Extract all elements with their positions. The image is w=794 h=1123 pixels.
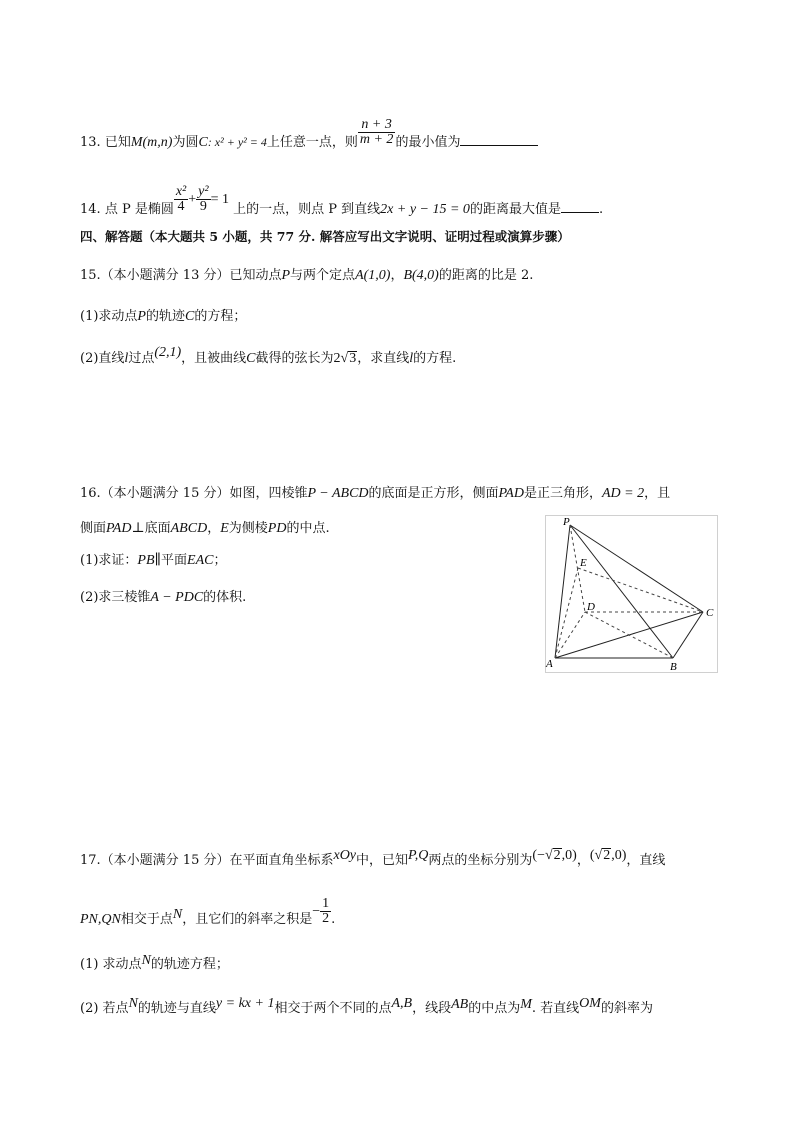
q14-fraction-x: $\frac{\text{x²}}{4}$ — [175, 184, 187, 214]
label-B: B — [670, 661, 677, 673]
question-16-line-2: 侧面PAD⊥底面ABCD，E为侧棱PD的中点. — [80, 521, 330, 536]
q17-fraction: $\frac{1}{2}$ — [322, 896, 330, 926]
q14-answer-blank — [561, 200, 599, 213]
label-P: P — [563, 516, 570, 528]
label-C: C — [706, 607, 714, 619]
question-15-part-1: (1)求动点P的轨迹C的方程； — [80, 309, 247, 324]
question-16: 16.（本小题满分 15 分）如图，四棱锥P − ABCD的底面是正方形，侧面PAD是正三角形，AD = 2，且 — [80, 486, 671, 501]
question-13: 13. 已知M(m,n)为圆C: x² + y² = 4上任意一点，则 $\frac{n + 3}{m + 2}$ 的最小值为 — [80, 128, 538, 157]
question-14: 14. 点 P 是椭圆 $\frac{\text{x²}}{4}$ + $\frac{\text{y²}}{9}$ = 1 上的一点，则点 P 到直线2x + y − 15 = 0的距离最大值是 . — [80, 184, 604, 217]
question-17: 17.（本小题满分 15 分）在平面直角坐标系xOy中，已知P,Q两点的坐标分别为(−√2,0)，(√2,0)，直线 — [80, 848, 666, 868]
q13-fraction: $\frac{n + 3}{m + 2}$ — [359, 117, 394, 147]
section-heading: 四、解答题（本大题共 5 小题，共 77 分. 解答应写出文字说明、证明过程或演算步骤） — [80, 229, 570, 244]
question-15: 15.（本小题满分 13 分）已知动点P与两个定点A(1,0)，B(4,0)的距离的比是 2. — [80, 268, 534, 283]
q14-fraction-y: $\frac{\text{y²}}{9}$ — [198, 184, 209, 214]
pyramid-figure — [545, 515, 718, 673]
q13-number: 13. — [80, 135, 101, 150]
question-16-part-1: (1)求证：PB∥平面EAC； — [80, 553, 227, 568]
question-15-part-2: (2)直线l过点(2,1)，且被曲线C截得的弦长为2√3，求直线l的方程. — [80, 345, 457, 366]
q13-answer-blank — [460, 133, 538, 146]
question-16-part-2: (2)求三棱锥A − PDC的体积. — [80, 590, 247, 605]
label-D: D — [587, 601, 595, 613]
label-A: A — [546, 658, 553, 670]
label-E: E — [580, 557, 587, 569]
question-17-part-2: (2) 若点N的轨迹与直线y = kx + 1相交于两个不同的点A,B，线段AB的中点为M. 若直线OM的斜率为 — [80, 996, 653, 1016]
question-17-part-1: (1) 求动点N的轨迹方程； — [80, 953, 229, 972]
question-17-line-2: PN,QN相交于点N，且它们的斜率之积是− $\frac{1}{2}$ . — [80, 896, 336, 927]
